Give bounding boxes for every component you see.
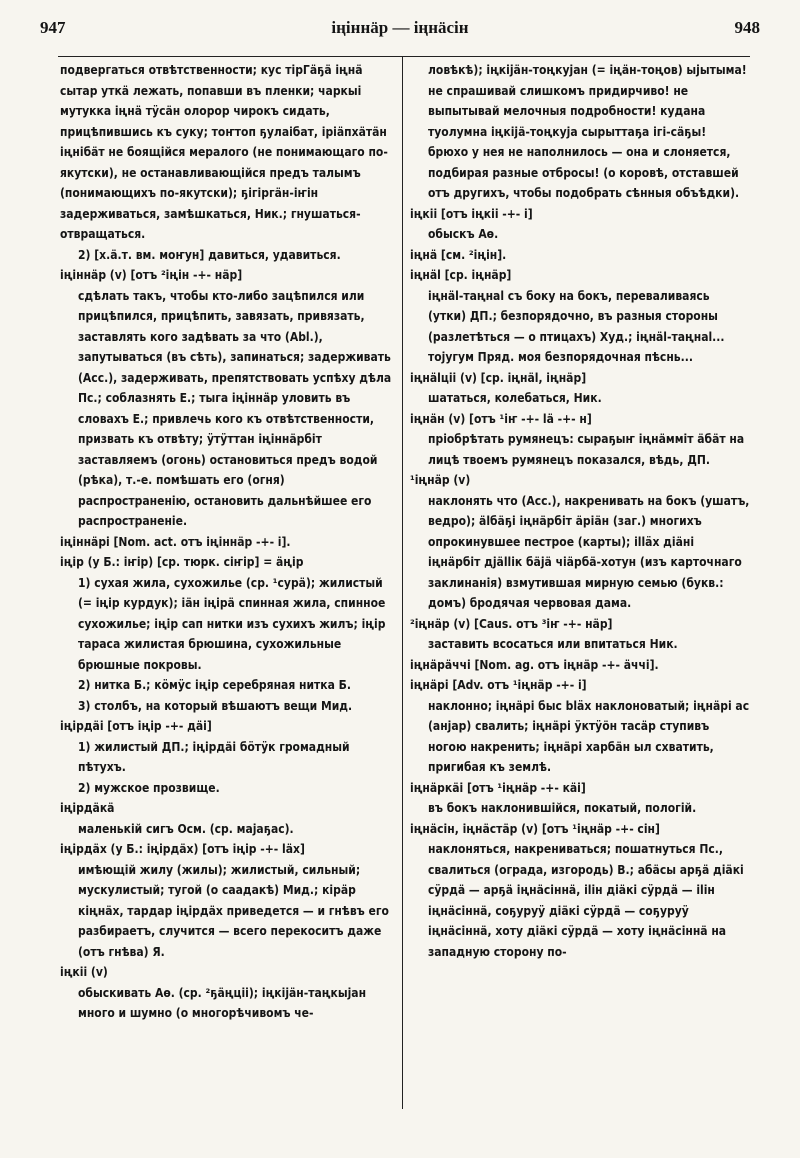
entry-definition: наклонять что (Acc.), накренивать на бокъ (ушатъ, ведро); älбäҕі іңнäрбiт äріäн (заг.) многихъ опрокинувшее пестрое (карты); іllӓх дiäнi іңнäрбiт дjällік бäjä чiäрбä-хотун (изъ карточнаго заклинанія) взмутившая мирную семью (букв.: домъ) бродячая червовая дама.: [428, 493, 750, 610]
entry-definition: заставить всосаться или впитаться Ник.: [428, 637, 678, 651]
entry-definition: шататься, колебаться, Ник.: [428, 391, 602, 405]
entry-definition: сдѣлать такъ, чтобы кто-либо зацѣпился или прицѣпился, прицѣпить, завязать, привязать, заставлять кого задѣвать за что (Abl.), запутываться (въ сѣть), запинаться; задерживать (Acc.), задерживать, препятствовать успѣху дѣла Пс.; соблазнять Е.; тыга іңіннäр уловить въ словахъ Е.; привлечь кого къ отвѣтственности, призвать къ отвѣту; ӱтӱттан іңіннäрбiт заставляемъ (огонь) остановиться предъ водой (рѣка), т.-е. помѣшать его (огня) распространенію, остановить дальнѣйшее его распространеніе.: [78, 288, 392, 528]
entry-headword: подвергаться отвѣтственности; кус тірГäҕä іңнä сытар уткä лежать, попавши въ пленки; чаркыі мутукка іңнä тӱсäн олорор чирокъ сидать, прицѣпившись къ суку; тоҥтоп ҕулаiбат, іріäпхäтäн іңнiбäт не боящійся мералого (не понимающаго по-якутски), не останавливающійся предъ талымъ (понимающихъ по-якутски); ҕігіргäн-іҥiн задерживаться, замѣшкаться, Ник.; гнушаться-отвращаться.: [60, 63, 388, 241]
entry-definition: обыскивать Аө. (ср. ²ҕäңціі); іңкіjäн-таңкыjан много и шумно (о многорѣчивомъ че-: [78, 985, 367, 1020]
entry-definition: іңнäl-таңнаl съ боку на бокъ, переваливаясь (утки) ДП.; безпорядочно, въ разныя стороны (разлетѣться — о птицахъ) Худ.; іңнäl-таңнаl... тоjугум Пряд. моя безпорядочная пѣснь...: [428, 288, 725, 364]
entry-definition: наклонно; іңнäрі быс blӓх наклоноватый; іңнäрі ас (анjар) свалить; іңнäрі ӱктӱöн тасäр ступивъ ногою накренить; іңнäрі харбäн ыл схватить, пригибая къ землѣ.: [428, 698, 750, 774]
entry-headword: ²іңнäр (v) [Caus. отъ ³іҥ -+- нäр]: [410, 616, 613, 631]
entry-definition: маленькій сигъ Осм. (ср. маjаҕас).: [78, 821, 294, 836]
entry-definition: въ бокъ наклонившійся, покатый, пологій.: [428, 801, 697, 815]
entry-headword: іңнäн (v) [отъ ¹іҥ -+- lä -+- н]: [410, 411, 592, 426]
entry-headword: іңір (у Б.: іҥір) [ср. тюрк. сіҥір] = äңір: [60, 555, 304, 569]
entry-headword: іңнälціі (v) [ср. іңнäl, іңнäр]: [410, 370, 587, 385]
entry-headword: іңнä [см. ²іңін].: [410, 247, 507, 262]
header-rule: [58, 56, 750, 57]
entry-headword: іңіннäр (v) [отъ ²іңін -+- нäр]: [60, 268, 243, 282]
entry-definition: пріобрѣтать румянецъ: сыраҕыҥ іңнäммiт äбäт на лицѣ твоемъ румянецъ показался, вѣдь, ДП.: [428, 432, 745, 467]
entry-definition: ловѣкѣ); іңкіjäн-тоңкуjан (= іңäн-тоңов) ыjытыма! не спрашивай слишкомъ придирчиво! не выпытывай мелочныя подробности! кудана туолумна іңкіjä-тоңкуjа сырыттаҕа ігі-сäҕы! брюхо у нея не наполнилось — она и слоняется, подбирая разные отбросы! (о коровѣ, отставшей отъ другихъ, чтобы подобрать сѣнныя объѣдки).: [428, 63, 747, 200]
entry-headword: іңнäрі [Adv. отъ ¹іңнäр -+- і]: [410, 678, 587, 692]
entry-definition: 1) сухая жила, сухожилье (ср. ¹сурä); жилистый (= іңір курдук); іäн іңірä спинная жила, спинное сухожилье; іңір сап нитки изъ сухихъ жилъ; іңір тараса жилистая брюшина, сухожильные брюшные покровы.: [78, 575, 386, 672]
entry-definition: 3) столбъ, на который вѣшаютъ вещи Мид.: [78, 698, 353, 713]
entry-headword: іңнäl [ср. іңнäр]: [410, 268, 512, 282]
column-divider: [402, 57, 403, 1109]
right-column: [410, 60, 750, 962]
page-number-left: 947: [40, 18, 66, 37]
entry-definition: имѣющій жилу (жилы); жилистый, сильный; мускулистый; тугой (о саадакѣ) Мид.; кірäр кіңнäх, тардар іңірдäх приведется — и гнѣвъ его разбираетъ, случится — всего перекоситъ даже (отъ гнѣва) Я.: [78, 862, 389, 959]
entry-headword: ¹іңнäр (v): [410, 473, 471, 487]
entry-definition: 2) мужское прозвище.: [78, 780, 220, 795]
entry-definition: 2) [х.ä.т. вм. моҥун] давиться, удавиться.: [78, 247, 341, 262]
entry-headword: іңкіі (v): [60, 965, 108, 979]
entry-definition: 2) нитка Б.; кӧмӱс іңір серебряная нитка Б.: [78, 678, 351, 692]
left-column: [60, 60, 394, 1024]
entry-headword: іңірдäі [отъ іңір -+- дäі]: [60, 719, 212, 733]
entry-headword: іңкiі [отъ іңкіі -+- і]: [410, 206, 533, 221]
entry-headword: іңнäсін, іңнäстäр (v) [отъ ¹іңнäр -+- сін]: [410, 821, 660, 836]
entry-definition: наклоняться, накрениваться; пошатнуться Пс., свалиться (ограда, изгородь) В.; абäсы арҕä дiäкі сӱрдä — арҕä іңнäсіннä, iliн дiäкі сӱрдä — iliн іңнäсіннä, соҕуруӱ дiäкі сӱрдä — соҕуруӱ іңнäсіннä, хоту дiäкі сӱрдä — хоту іңнäсіннä на западную сторону по-: [428, 842, 744, 959]
entry-definition: 1) жилистый ДП.; іңірдäі бӧтӱк громадный пѣтухъ.: [78, 739, 350, 774]
page-number-right: 948: [734, 18, 760, 37]
running-title: іңіннäр — іңнäсін: [331, 18, 469, 37]
entry-definition: обыскъ Аө.: [428, 227, 499, 241]
entry-headword: іңірдäкä: [60, 801, 115, 815]
entry-headword: іңнäрäччі [Nom. ag. отъ іңнäр -+- äччі].: [410, 657, 659, 672]
entry-headword: іңнäркäі [отъ ¹іңнäр -+- кäі]: [410, 780, 586, 795]
page-header: [40, 18, 760, 48]
entry-headword: іңіннäрі [Nom. act. отъ іңіннäр -+- і].: [60, 534, 291, 549]
entry-headword: іңірдäх (у Б.: іңірдäх) [отъ іңір -+- läх]: [60, 842, 305, 856]
